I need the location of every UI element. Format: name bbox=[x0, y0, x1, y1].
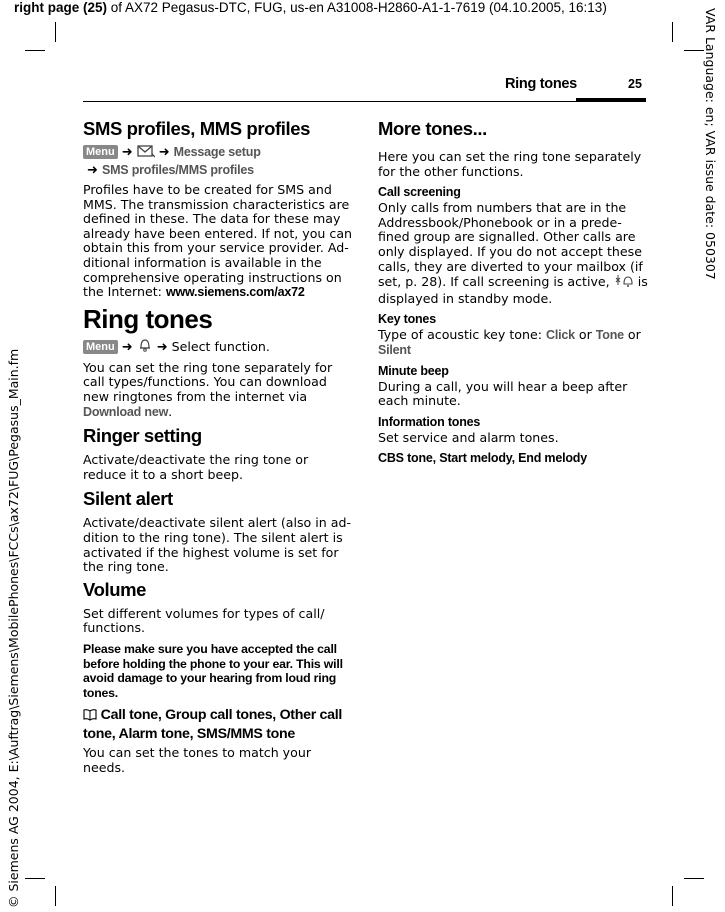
menu-item-sms-profiles: SMS profiles/MMS profiles bbox=[101, 163, 254, 177]
arrow-icon: ➜ bbox=[87, 163, 98, 178]
download-new-keyword: Download new bbox=[83, 404, 169, 419]
ringer-setting-heading: Ringer setting bbox=[83, 425, 202, 447]
envelope-icon bbox=[137, 144, 155, 162]
menu-key: Menu bbox=[83, 340, 118, 354]
more-tones-body: Here you can set the ring tone separately for the other functions. bbox=[378, 149, 642, 179]
arrow-icon: ➜ bbox=[156, 339, 168, 355]
side-text-right: VAR Language: en; VAR issue date: 050307 bbox=[703, 8, 718, 280]
menu-item-message-setup: Message setup bbox=[173, 145, 261, 159]
call-screening-heading: Call screening bbox=[378, 185, 461, 200]
key-tones-body bbox=[378, 328, 650, 357]
side-text-left: © Siemens AG 2004, E:\Auftrag\Siemens\MobilePhones\FCCs\ax72\FUG\Pegasus_Main.fm bbox=[6, 348, 21, 908]
arrow-icon: ➜ bbox=[121, 145, 133, 160]
page-header-title: Ring tones bbox=[505, 76, 577, 92]
key-tones-heading: Key tones bbox=[378, 312, 436, 327]
minute-beep-heading: Minute beep bbox=[378, 363, 449, 378]
sms-profiles-heading: SMS profiles, MMS profiles bbox=[83, 118, 311, 139]
call-screening-body bbox=[378, 201, 650, 306]
crop-mark bbox=[25, 878, 45, 879]
ring-tones-heading: Ring tones bbox=[83, 303, 213, 334]
volume-body: Set different volumes for types of call/ functions. bbox=[83, 605, 325, 636]
top-bar-prefix: right page (25) bbox=[14, 0, 108, 15]
more-tones-heading: More tones... bbox=[378, 118, 487, 139]
tone-option: Tone bbox=[595, 328, 624, 343]
header-rule-thick bbox=[576, 98, 646, 102]
information-tones-body: Set service and alarm tones. bbox=[378, 429, 559, 445]
crop-mark bbox=[672, 886, 673, 906]
crop-mark bbox=[684, 878, 704, 879]
silent-option: Silent bbox=[378, 342, 411, 357]
book-icon bbox=[83, 708, 97, 726]
arrow-icon: ➜ bbox=[158, 145, 170, 160]
ringer-setting-body: Activate/deactivate the ring tone or reduce it to a short beep. bbox=[83, 452, 309, 482]
sms-menu-path bbox=[83, 144, 353, 179]
crop-mark bbox=[25, 50, 45, 51]
minute-beep-body: During a call, you will hear a beep after each minute. bbox=[378, 378, 628, 409]
top-bar bbox=[14, 0, 607, 15]
left-column bbox=[83, 118, 353, 779]
ring-tones-text: You can set the ring tone separately for call types/functions. You can download new ringtones from the internet via bbox=[83, 359, 333, 404]
crop-mark bbox=[55, 22, 56, 42]
page-number: 25 bbox=[628, 77, 642, 91]
header-rule bbox=[83, 101, 646, 102]
ring-tones-body bbox=[83, 361, 353, 419]
click-option: Click bbox=[546, 328, 575, 343]
tones-heading bbox=[83, 707, 353, 743]
bell-icon bbox=[137, 337, 153, 357]
arrow-icon: ➜ bbox=[121, 339, 133, 355]
ring-menu-path bbox=[83, 337, 353, 357]
select-function-text: Select function. bbox=[171, 338, 270, 354]
crop-mark bbox=[55, 886, 56, 906]
menu-key: Menu bbox=[83, 145, 118, 159]
top-bar-rest: of AX72 Pegasus-DTC, FUG, us-en A31008-H2860-A1-1-7619 (04.10.2005, 16:13) bbox=[107, 0, 607, 15]
crop-mark bbox=[672, 22, 673, 42]
tones-heading-text: Call tone, Group call tones, Other call tone, Alarm tone, SMS/MMS tone bbox=[83, 707, 343, 743]
or-text: or bbox=[623, 327, 641, 343]
call-screening-text: Only calls from numbers that are in the Addressbook/Phonebook or in a prede-fined group are signalled. Other calls are only displayed. If you do not accept these calls, they are diverted to your mailbox (if set, p. 28). If call screening is active, bbox=[378, 200, 643, 290]
sms-profiles-body bbox=[83, 183, 353, 300]
cbs-tone-heading: CBS tone, Start melody, End melody bbox=[378, 451, 587, 466]
sms-profiles-text: Profiles have to be created for SMS and MMS. The transmission characteristics are defined in these. The data for these may already have been entered. If not, you can obtain this from your service provider. Ad-ditional information is available in the comprehensive operating instructions on the Internet: bbox=[83, 182, 353, 300]
crop-mark bbox=[684, 50, 704, 51]
or-text: or bbox=[574, 327, 596, 343]
ring-tones-text-end: . bbox=[168, 403, 173, 419]
hearing-warning: Please make sure you have accepted the call before holding the phone to your ear. This will avoid damage to your hearing from loud ring tones. bbox=[83, 641, 343, 701]
call-screening-icon bbox=[614, 274, 634, 292]
silent-alert-heading: Silent alert bbox=[83, 488, 173, 510]
tones-body: You can set the tones to match your needs. bbox=[83, 745, 311, 775]
volume-heading: Volume bbox=[83, 578, 147, 600]
information-tones-heading: Information tones bbox=[378, 414, 481, 429]
key-tones-text: Type of acoustic key tone: bbox=[378, 327, 546, 343]
right-column bbox=[378, 118, 650, 467]
siemens-url: www.siemens.com/ax72 bbox=[165, 285, 305, 300]
call-screening-text-end: is displayed in standby mode. bbox=[378, 274, 648, 306]
silent-alert-body: Activate/deactivate silent alert (also in ad-dition to the ring tone). The silent alert is activated if the highest volume is set for the ring tone. bbox=[83, 515, 351, 575]
